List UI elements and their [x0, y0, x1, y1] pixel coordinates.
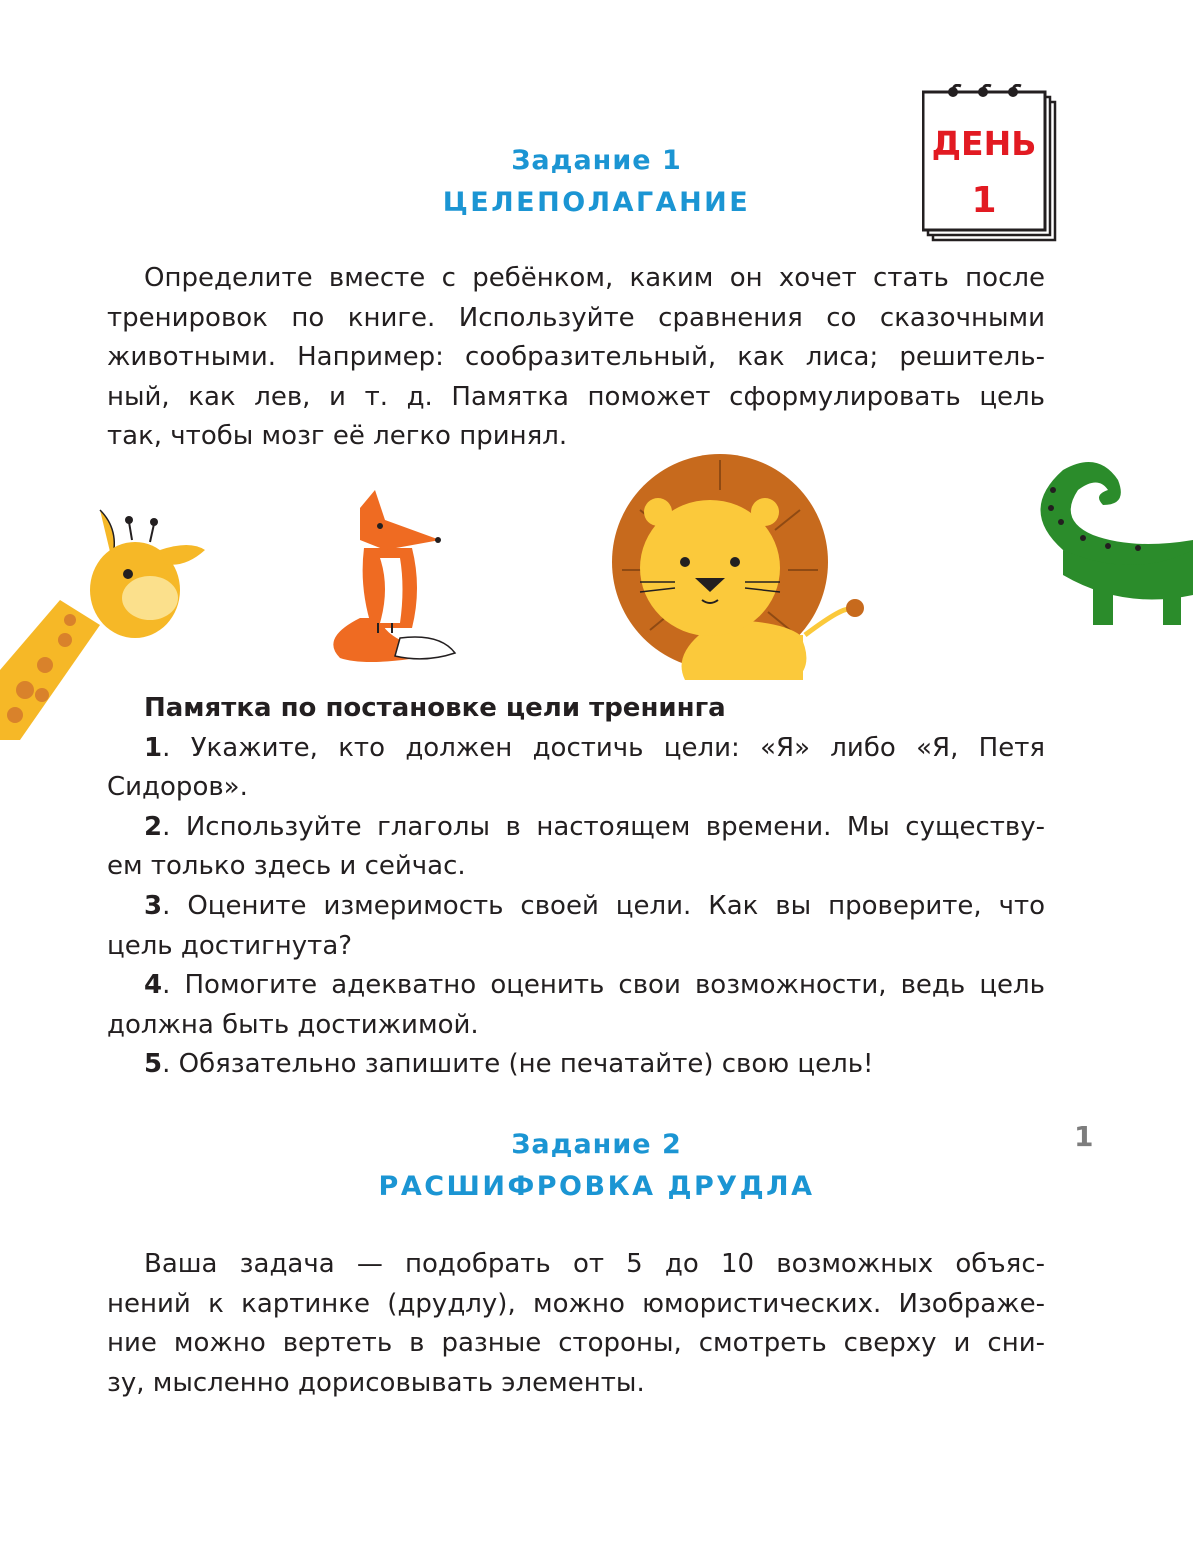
task-1-intro	[107, 259, 1045, 457]
memo-item-2	[107, 808, 1045, 848]
paragraph-line: должна быть достижимой.	[107, 1009, 479, 1040]
task-2-number: Задание 2	[511, 1129, 682, 1160]
task-1-subtitle: ЦЕЛЕПОЛАГАНИЕ	[442, 187, 751, 218]
task-1-number: Задание 1	[511, 145, 682, 176]
memo-item-number: 2	[144, 811, 163, 842]
memo-item-5	[107, 1045, 1045, 1085]
memo-item-number: 1	[144, 732, 163, 763]
paragraph-line: тренировок по книге. Используйте сравнения со сказочными	[107, 302, 1045, 333]
lion-illustration	[610, 450, 870, 680]
paragraph-line: ем только здесь и сейчас.	[107, 851, 466, 882]
dinosaur-illustration	[1013, 460, 1193, 640]
memo-item-1	[107, 729, 1045, 769]
task-1-title	[0, 140, 1193, 224]
memo-item-text: . Помогите адекватно оценить свои возможности, ведь цель	[162, 970, 1045, 1001]
memo-item-3	[107, 887, 1045, 927]
paragraph-line: нений к картинке (друдлу), можно юмористических. Изображе-	[107, 1288, 1045, 1319]
memo-item-text: . Используйте глаголы в настоящем времени. Мы существу-	[162, 811, 1045, 842]
memo-item-number: 4	[144, 970, 163, 1001]
paragraph-line: Сидоров».	[107, 772, 248, 803]
memo-section	[107, 689, 1045, 1085]
memo-item-number: 3	[144, 890, 163, 921]
memo-item-text: . Оцените измеримость своей цели. Как вы проверите, что	[162, 890, 1045, 921]
memo-heading: Памятка по постановке цели тренинга	[144, 693, 726, 723]
memo-item-text: . Укажите, кто должен достичь цели: «Я» либо «Я, Петя	[162, 732, 1045, 763]
paragraph-line: ный, как лев, и т. д. Памятка поможет сформулировать цель	[107, 381, 1045, 412]
task-2-subtitle: РАСШИФРОВКА ДРУДЛА	[378, 1171, 815, 1202]
memo-item-text: . Обязательно запишите (не печатайте) свою цель!	[162, 1049, 874, 1080]
paragraph-line: так, чтобы мозг её легко принял.	[107, 421, 568, 452]
paragraph-line: Определите вместе с ребёнком, каким он хочет стать после	[144, 263, 1045, 293]
paragraph-line: животными. Например: сообразительный, как лиса; решитель-	[107, 342, 1045, 373]
paragraph-line: ние можно вертеть в разные стороны, смотреть сверху и сни-	[107, 1328, 1045, 1359]
memo-item-number: 5	[144, 1049, 163, 1080]
memo-item-4	[107, 966, 1045, 1006]
task-2-title	[0, 1124, 1193, 1208]
page-number: 1	[1074, 1120, 1094, 1153]
paragraph-line: цель достигнута?	[107, 930, 353, 961]
calendar-day-label: ДЕНЬ	[931, 124, 1037, 163]
fox-illustration	[330, 488, 465, 668]
calendar-day-number: 1	[971, 180, 997, 221]
paragraph-line: Ваша задача — подобрать от 5 до 10 возможных объяс-	[144, 1249, 1045, 1279]
task-2-intro	[107, 1245, 1045, 1403]
paragraph-line: зу, мысленно дорисовывать элементы.	[107, 1367, 645, 1398]
